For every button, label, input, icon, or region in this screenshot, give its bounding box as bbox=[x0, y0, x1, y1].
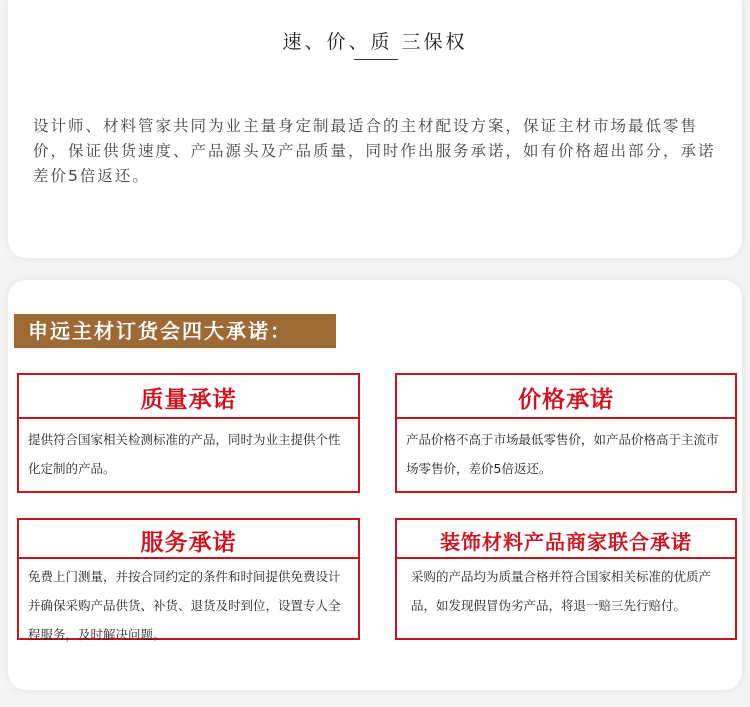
promise-box-price bbox=[395, 373, 737, 493]
promise-divider bbox=[397, 557, 735, 559]
promise-divider bbox=[19, 557, 358, 559]
promise-title: 服务承诺 bbox=[140, 530, 237, 556]
promise-box-service bbox=[17, 518, 360, 640]
promise-box-merchants bbox=[395, 518, 737, 640]
promise-text: 产品价格不高于市场最低零售价，如产品价格高于主流市场零售价，差价5倍返还。 bbox=[406, 432, 719, 476]
promise-title: 价格承诺 bbox=[518, 387, 614, 413]
promise-box-quality bbox=[17, 373, 360, 493]
promise-title: 质量承诺 bbox=[140, 387, 237, 413]
intro-paragraph: 设计师、材料管家共同为业主量身定制最适合的主材配设方案，保证主材市场最低零售价，保证供货速度、产品源头及产品质量，同时作出服务承诺，如有价格超出部分，承诺差价5倍返还。 bbox=[33, 117, 716, 185]
promise-text: 免费上门测量，并按合同约定的条件和时间提供免费设计并确保采购产品供货、补货、退货及时到位，设置专人全程服务，及时解决问题。 bbox=[28, 569, 341, 642]
promise-text: 采购的产品均为质量合格并符合国家相关标准的优质产品，如发现假冒伪劣产品，将退一赔三先行赔付。 bbox=[411, 569, 712, 613]
promise-divider bbox=[397, 417, 735, 419]
page-title: 速、价、质 三保权 bbox=[282, 31, 468, 53]
promise-text: 提供符合国家相关检测标准的产品，同时为业主提供个性化定制的产品。 bbox=[28, 432, 341, 476]
title-underline bbox=[354, 59, 398, 60]
promise-divider bbox=[19, 417, 358, 419]
section-banner: 申远主材订货会四大承诺： bbox=[14, 314, 336, 348]
promise-title: 装饰材料产品商家联合承诺 bbox=[440, 530, 692, 554]
